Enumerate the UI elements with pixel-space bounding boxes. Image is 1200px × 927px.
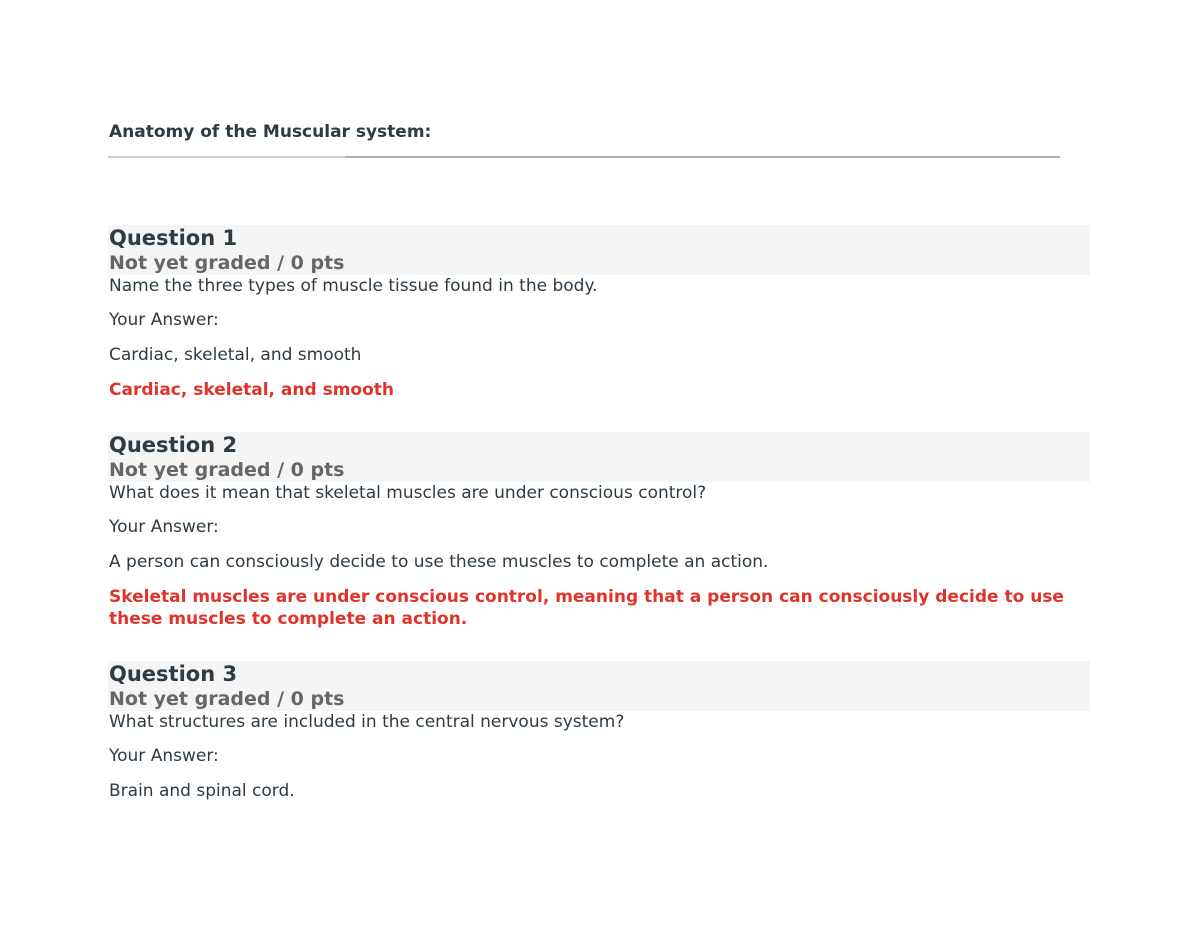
question-text: Name the three types of muscle tissue found in the body. xyxy=(109,276,598,296)
student-answer: A person can consciously decide to use these muscles to complete an action. xyxy=(109,552,769,572)
question-points: Not yet graded / 0 pts xyxy=(109,459,345,481)
question-points: Not yet graded / 0 pts xyxy=(109,252,345,274)
your-answer-label: Your Answer: xyxy=(109,310,219,330)
question-header xyxy=(108,432,1090,482)
title-divider-accent xyxy=(345,156,1060,158)
correct-answer: Cardiac, skeletal, and smooth xyxy=(109,380,394,400)
question-header xyxy=(108,661,1090,711)
question-1 xyxy=(108,225,1090,401)
question-text: What does it mean that skeletal muscles are under conscious control? xyxy=(109,483,707,503)
question-3 xyxy=(108,661,1090,802)
question-2 xyxy=(108,432,1090,630)
question-text: What structures are included in the central nervous system? xyxy=(109,712,625,732)
page-title: Anatomy of the Muscular system: xyxy=(109,122,432,142)
question-title: Question 3 xyxy=(109,662,238,686)
student-answer: Cardiac, skeletal, and smooth xyxy=(109,345,362,365)
correct-answer: Skeletal muscles are under conscious control, meaning that a person can consciously decide to use these muscles to complete an action. xyxy=(109,587,1064,629)
your-answer-label: Your Answer: xyxy=(109,517,219,537)
question-header xyxy=(108,225,1090,275)
question-points: Not yet graded / 0 pts xyxy=(109,688,345,710)
question-title: Question 2 xyxy=(109,433,238,457)
your-answer-label: Your Answer: xyxy=(109,746,219,766)
student-answer: Brain and spinal cord. xyxy=(109,781,295,801)
question-title: Question 1 xyxy=(109,226,238,250)
